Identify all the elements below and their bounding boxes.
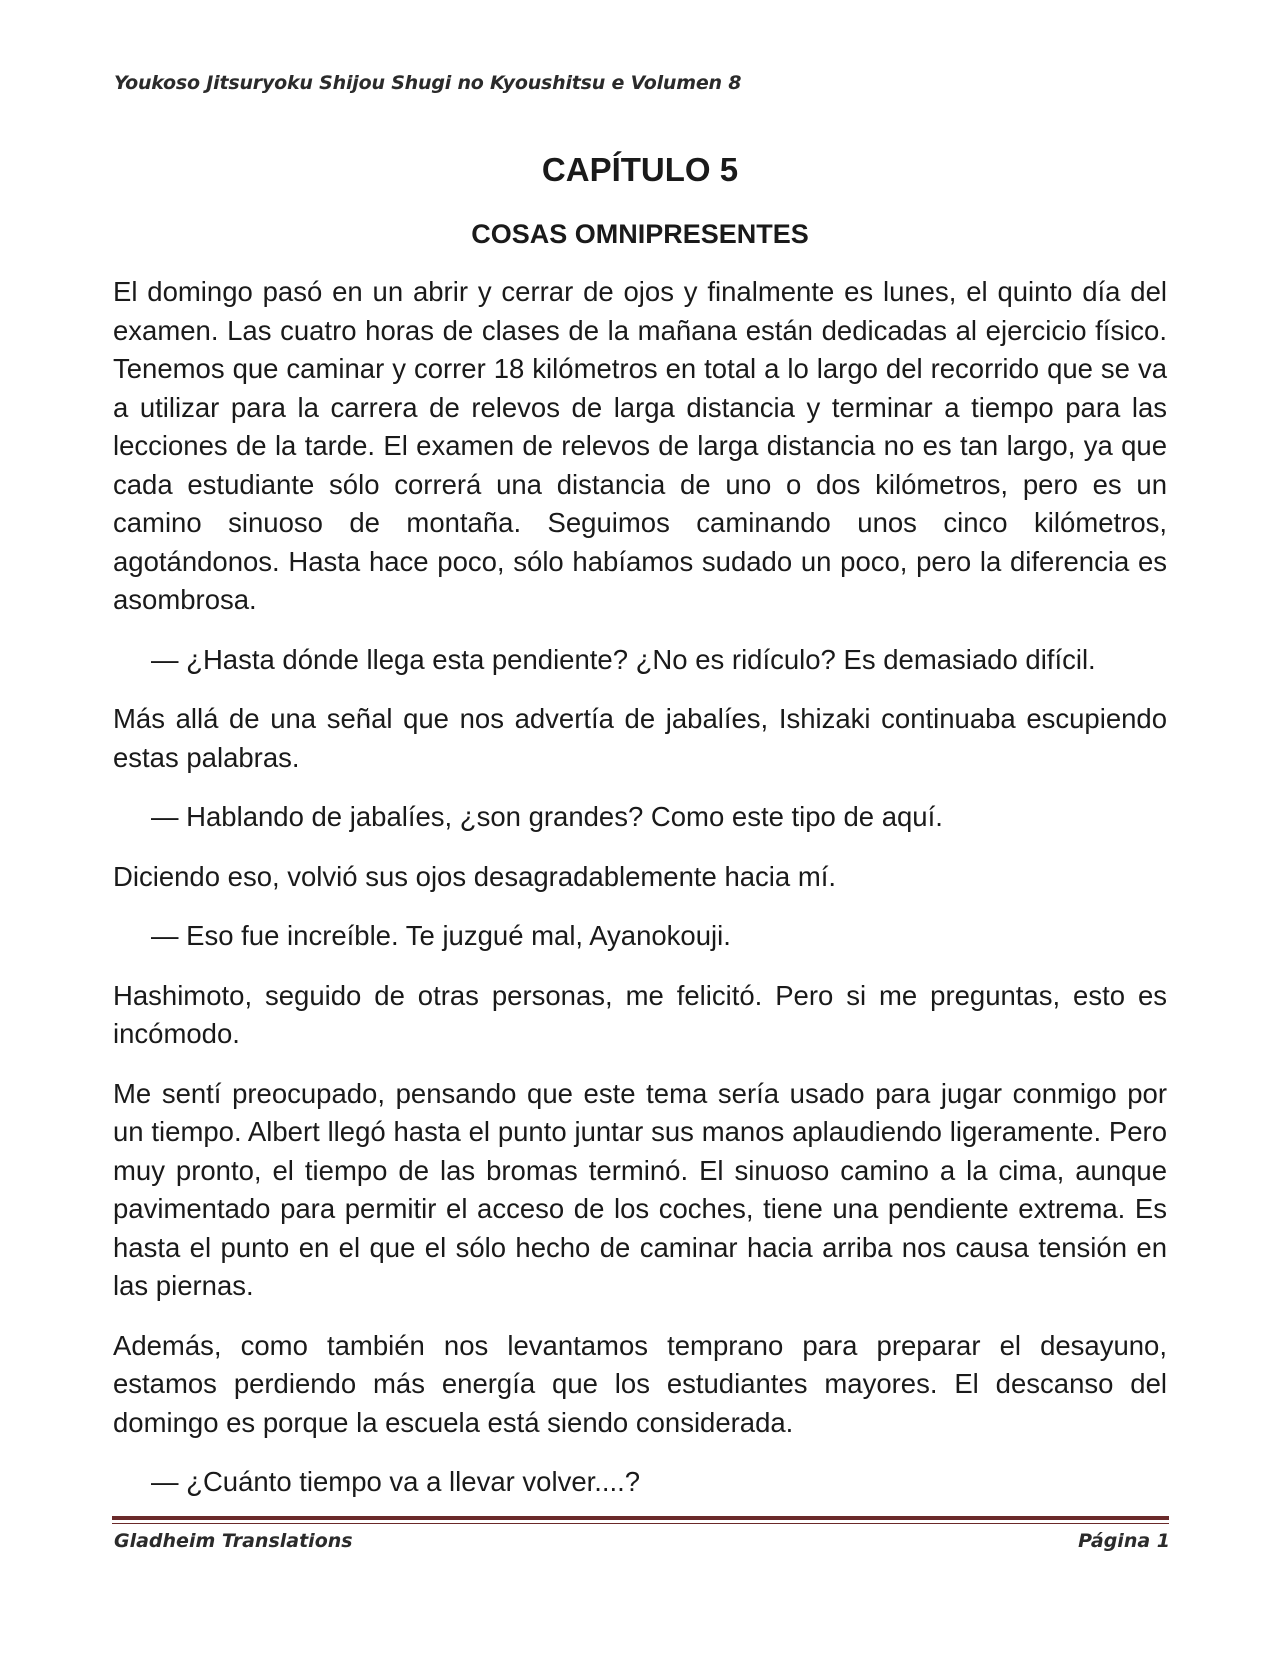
paragraph: Diciendo eso, volvió sus ojos desagradablemente hacia mí. [113,860,837,892]
paragraph: El domingo pasó en un abrir y cerrar de ojos y finalmente es lunes, el quinto día del examen. Las cuatro horas de clases de la mañana están dedicadas al ejercicio físico. Tenemos que caminar y correr 18 kilómetros en total a lo largo del recorrido que se va a utilizar para la carrera de relevos de larga distancia y terminar a tiempo para las lecciones de la tarde. El examen de relevos de larga distancia no es tan largo, ya que cada estudiante sólo correrá una distancia de uno o dos kilómetros, pero es un camino sinuoso de montaña. Seguimos caminando unos cinco kilómetros, agotándonos. Hasta hace poco, sólo habíamos sudado un poco, pero la diferencia es asombrosa. [113,276,1167,615]
dialog-line: — ¿Hasta dónde llega esta pendiente? ¿No es ridículo? Es demasiado difícil. [151,643,1096,675]
footer-divider-thin [112,1523,1169,1524]
paragraph: Además, como también nos levantamos temprano para preparar el desayuno, estamos perdiendo más energía que los estudiantes mayores. El descanso del domingo es porque la escuela está siendo considerada. [113,1329,1167,1438]
page-number: Página 1 [1078,1530,1170,1552]
running-header: Youkoso Jitsuryoku Shijou Shugi no Kyoushitsu e Volumen 8 [114,72,742,94]
dialog-line: — Eso fue increíble. Te juzgué mal, Ayanokouji. [151,920,731,951]
dialog-line: — Hablando de jabalíes, ¿son grandes? Como este tipo de aquí. [151,801,943,832]
paragraph: Más allá de una señal que nos advertía de jabalíes, Ishizaki continuaba escupiendo estas palabras. [113,703,1167,773]
paragraph: Me sentí preocupado, pensando que este tema sería usado para jugar conmigo por un tiempo. Albert llegó hasta el punto juntar sus manos aplaudiendo ligeramente. Pero muy pronto, el tiempo de las bromas terminó. El sinuoso camino a la cima, aunque pavimentado para permitir el acceso de los coches, tiene una pendiente extrema. Es hasta el punto en el que el sólo hecho de caminar hacia arriba nos causa tensión en las piernas. [113,1077,1167,1301]
body-text [113,273,1167,1523]
chapter-title [0,146,1280,194]
paragraph: Hashimoto, seguido de otras personas, me felicitó. Pero si me preguntas, esto es incómodo. [113,979,1167,1049]
dialog-line: — ¿Cuánto tiempo va a llevar volver....? [151,1466,641,1497]
footer-divider [112,1516,1169,1520]
chapter-title-text: CAPÍTULO 5 [541,151,739,188]
chapter-subtitle: COSAS OMNIPRESENTES [471,219,809,249]
footer-translator: Gladheim Translations [114,1530,353,1552]
